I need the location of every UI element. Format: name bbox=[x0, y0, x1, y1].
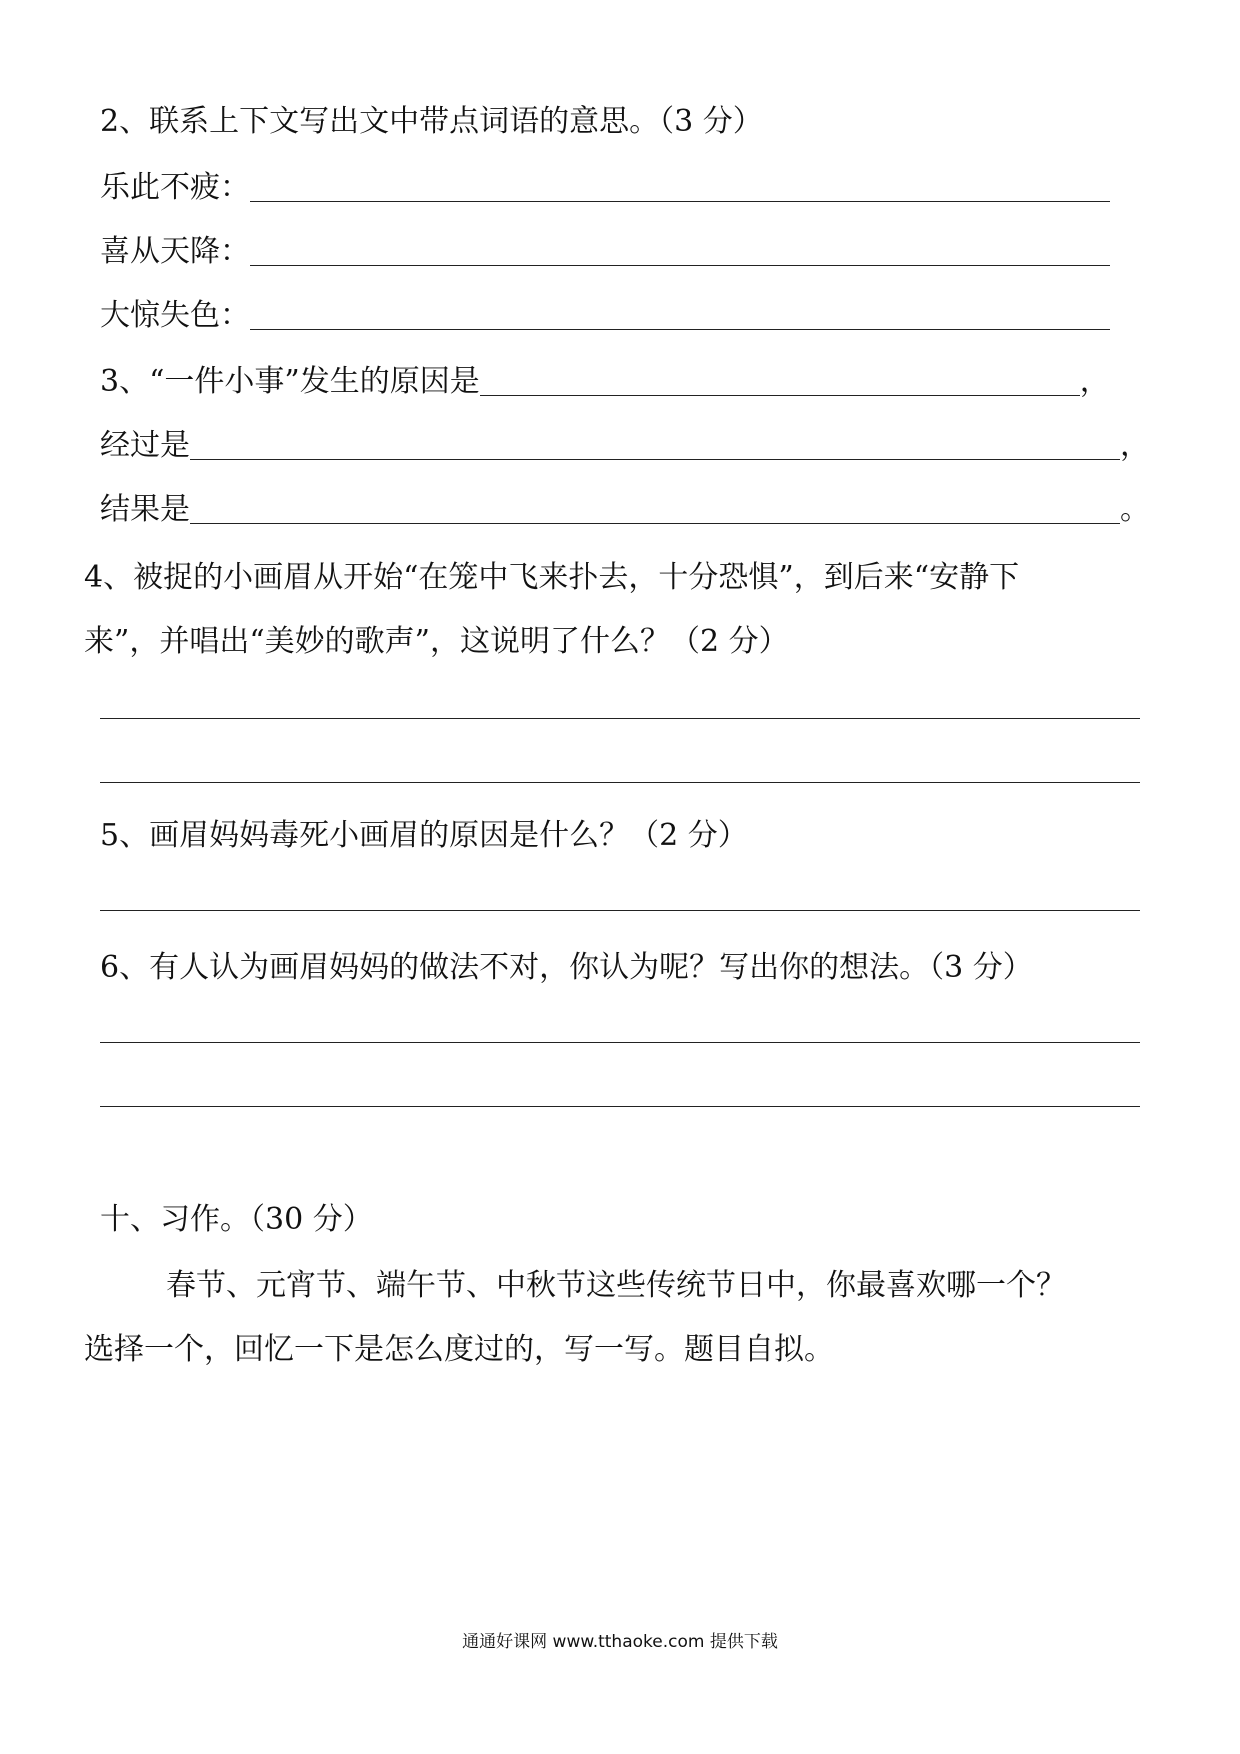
q3-process-blank[interactable] bbox=[190, 429, 1120, 460]
q4-text-line-1: 4、被捉的小画眉从开始“在笼中飞来扑去，十分恐惧”，到后来“安静下 bbox=[84, 560, 1020, 595]
q2-term-answer-blank[interactable] bbox=[250, 235, 1110, 266]
q3-process-punct: ， bbox=[1120, 428, 1150, 463]
q2-term-answer-blank[interactable] bbox=[250, 299, 1110, 330]
q6-answer-line[interactable] bbox=[100, 1106, 1140, 1107]
q3-reason-blank[interactable] bbox=[480, 365, 1080, 396]
q2-term-row bbox=[100, 168, 1110, 208]
q2-term-row bbox=[100, 296, 1110, 336]
q3-reason-row bbox=[100, 362, 1110, 402]
q6-title: 6、有人认为画眉妈妈的做法不对，你认为呢？写出你的想法。（3 分） bbox=[100, 950, 1033, 985]
q6-answer-line[interactable] bbox=[100, 1042, 1140, 1043]
q4-text-line-2: 来”，并唱出“美妙的歌声”，这说明了什么？（2 分） bbox=[84, 624, 789, 659]
q5-answer-line[interactable] bbox=[100, 910, 1140, 911]
q5-title: 5、画眉妈妈毒死小画眉的原因是什么？（2 分） bbox=[100, 818, 748, 853]
section10-prompt-line-2: 选择一个，回忆一下是怎么度过的，写一写。题目自拟。 bbox=[84, 1332, 834, 1367]
q2-term-label: 喜从天降： bbox=[100, 234, 250, 269]
q3-prefix: 3、“一件小事”发生的原因是 bbox=[100, 364, 480, 399]
q3-reason-punct: ， bbox=[1079, 364, 1110, 399]
q4-answer-line[interactable] bbox=[100, 782, 1140, 783]
q2-term-label: 大惊失色： bbox=[100, 298, 250, 333]
q4-answer-line[interactable] bbox=[100, 718, 1140, 719]
q2-term-row bbox=[100, 232, 1110, 272]
q3-process-label: 经过是 bbox=[100, 428, 190, 463]
q3-result-label: 结果是 bbox=[100, 492, 190, 527]
q2-title: 2、联系上下文写出文中带点词语的意思。（3 分） bbox=[100, 104, 763, 139]
section10-title: 十、习作。（30 分） bbox=[100, 1202, 373, 1237]
q3-result-blank[interactable] bbox=[190, 493, 1120, 524]
q2-term-label: 乐此不疲： bbox=[100, 170, 250, 205]
footer-credit: 通通好课网 www.tthaoke.com 提供下载 bbox=[462, 1632, 778, 1652]
q2-term-answer-blank[interactable] bbox=[250, 171, 1110, 202]
section10-prompt-line-1: 春节、元宵节、端午节、中秋节这些传统节日中，你最喜欢哪一个？ bbox=[166, 1268, 1066, 1303]
q3-result-punct: 。 bbox=[1120, 492, 1150, 527]
q3-process-row bbox=[100, 426, 1150, 466]
q3-result-row bbox=[100, 490, 1150, 530]
